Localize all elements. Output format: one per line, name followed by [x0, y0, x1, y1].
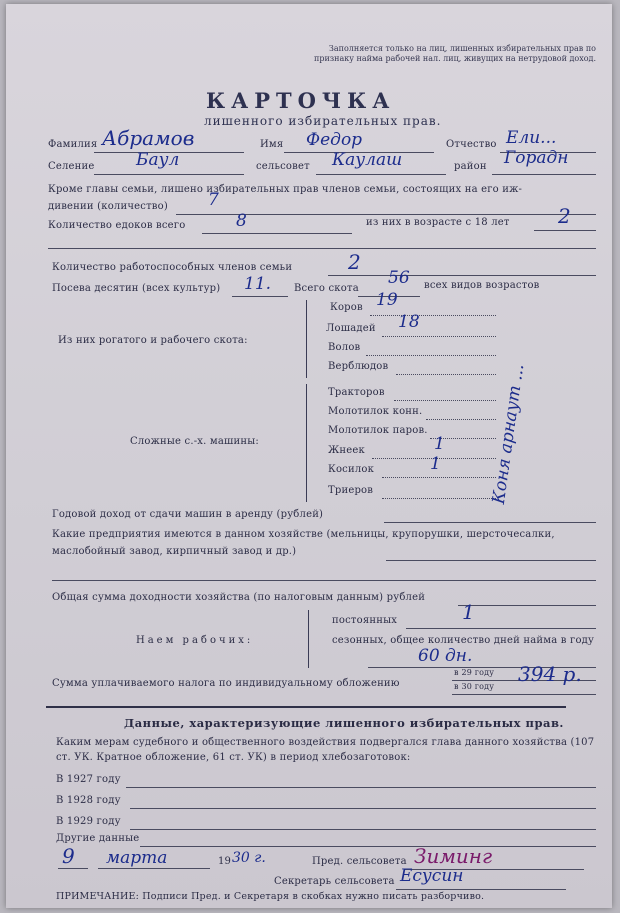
name-label: Имя	[260, 139, 284, 150]
tax-value: 394 р.	[518, 662, 582, 686]
patronymic-label: Отчество	[446, 139, 497, 150]
tax-label: Сумма уплачиваемого налога по индивидуальному обложению	[52, 678, 400, 689]
date-day: 9	[62, 844, 75, 868]
hired-permanent-value: 1	[462, 600, 475, 624]
enterprises-label: Какие предприятия имеются в данном хозяйстве (мельницы, крупорушки, шерсточесалки, маслобойный завод, кирпичный завод и др.)	[52, 529, 555, 557]
patronymic-value: Ели...	[506, 128, 557, 148]
hired-seasonal-value: 60 дн.	[418, 646, 473, 666]
eaters-label: Количество едоков всего	[48, 220, 186, 231]
cattle-cows-label: Коров	[330, 302, 363, 313]
surname-value: Абрамов	[102, 126, 195, 150]
vertical-handwritten-note: Коня арнаут ...	[488, 362, 529, 506]
cattle-horses-value: 18	[398, 312, 420, 332]
date-month: марта	[106, 848, 168, 868]
machine-horse-thresher-label: Молотилок конн.	[328, 406, 423, 417]
machine-mowers-value: 1	[430, 454, 441, 474]
cattle-label: Из них рогатого и рабочего скота:	[58, 335, 248, 346]
registration-card	[6, 4, 612, 908]
deprived-value: 7	[208, 190, 219, 210]
cattle-cows-value: 19	[376, 290, 398, 310]
surname-label: Фамилия	[48, 139, 98, 150]
secretary-signature: Есусин	[400, 866, 464, 886]
date-year-prefix: 19	[218, 856, 232, 867]
tax-year-2: в 30 году	[454, 682, 495, 691]
village-label: Селение	[48, 161, 95, 172]
ablebodied-label: Количество работоспособных членов семьи	[52, 262, 293, 273]
rayon-value: Горадн	[504, 148, 569, 168]
allages-label: всех видов возрастов	[424, 280, 540, 291]
machine-steam-thresher-label: Молотилок паров.	[328, 425, 428, 436]
profit-label: Общая сумма доходности хозяйства (по налоговым данным) рублей	[52, 592, 426, 603]
eaters-value: 8	[236, 211, 247, 231]
hired-label: Наем рабочих:	[136, 635, 254, 646]
cattle-camels-label: Верблюдов	[328, 361, 389, 372]
year-1928-label: В 1928 году	[56, 795, 121, 806]
machine-reapers-value: 1	[434, 434, 445, 454]
over18-value: 2	[558, 204, 571, 228]
machines-label: Сложные с.-х. машины:	[130, 436, 259, 447]
chairman-signature: Зиминг	[414, 844, 493, 868]
deprived-label-line1: Кроме главы семьи, лишено избирательных прав членов семьи, состоящих на его иж-	[48, 184, 523, 195]
cattle-horses-label: Лошадей	[326, 323, 376, 334]
tax-year-1: в 29 году	[454, 668, 495, 677]
year-1929-label: В 1929 году	[56, 816, 121, 827]
card-title: КАРТОЧКА	[206, 88, 396, 113]
footer-note: ПРИМЕЧАНИЕ: Подписи Пред. и Секретаря в скобках нужно писать разборчиво.	[56, 891, 485, 902]
hired-permanent-label: постоянных	[332, 615, 398, 626]
other-data-label: Другие данные	[56, 833, 140, 844]
chairman-label: Пред. сельсовета	[312, 856, 407, 867]
village-value: Баул	[136, 150, 180, 170]
selsovet-label: сельсовет	[256, 161, 310, 172]
machine-trieurs-label: Триеров	[328, 485, 374, 496]
rent-income-label: Годовой доход от сдачи машин в аренду (рублей)	[52, 509, 324, 520]
ablebodied-value: 2	[348, 250, 361, 274]
livestock-label: Всего скота	[294, 283, 359, 294]
sowing-value: 11.	[244, 274, 272, 294]
selsovet-value: Каулаш	[332, 150, 403, 170]
sowing-label: Посева десятин (всех культур)	[52, 283, 221, 294]
year-1927-label: В 1927 году	[56, 774, 121, 785]
livestock-value: 56	[388, 268, 410, 288]
machine-tractors-label: Тракторов	[328, 387, 385, 398]
machine-reapers-label: Жнеек	[328, 445, 365, 456]
section2-intro: Каким мерам судебного и общественного воздействия подвергался глава данного хозяйства (107 ст. УК. Кратное обложение, 61 ст. УК) в период хлебозаготовок:	[56, 737, 595, 763]
cattle-oxen-label: Волов	[328, 342, 361, 353]
deprived-label-line2: дивении (количество)	[48, 201, 168, 212]
name-value: Федор	[306, 130, 363, 150]
secretary-label: Секретарь сельсовета	[274, 876, 395, 887]
card-subtitle: лишенного избирательных прав.	[204, 114, 442, 128]
machine-mowers-label: Косилок	[328, 464, 375, 475]
date-year-suffix: 30 г.	[232, 850, 266, 866]
over18-label: из них в возрасте с 18 лет	[366, 217, 510, 228]
rayon-label: район	[454, 161, 487, 172]
header-note: Заполняется только на лиц, лишенных избирательных прав по признаку найма рабочей нал. лиц, живущих на нетрудовой доход.	[314, 44, 596, 63]
hired-seasonal-label: сезонных, общее количество дней найма в году	[332, 635, 595, 646]
section2-heading: Данные, характеризующие лишенного избирательных прав.	[124, 716, 564, 730]
